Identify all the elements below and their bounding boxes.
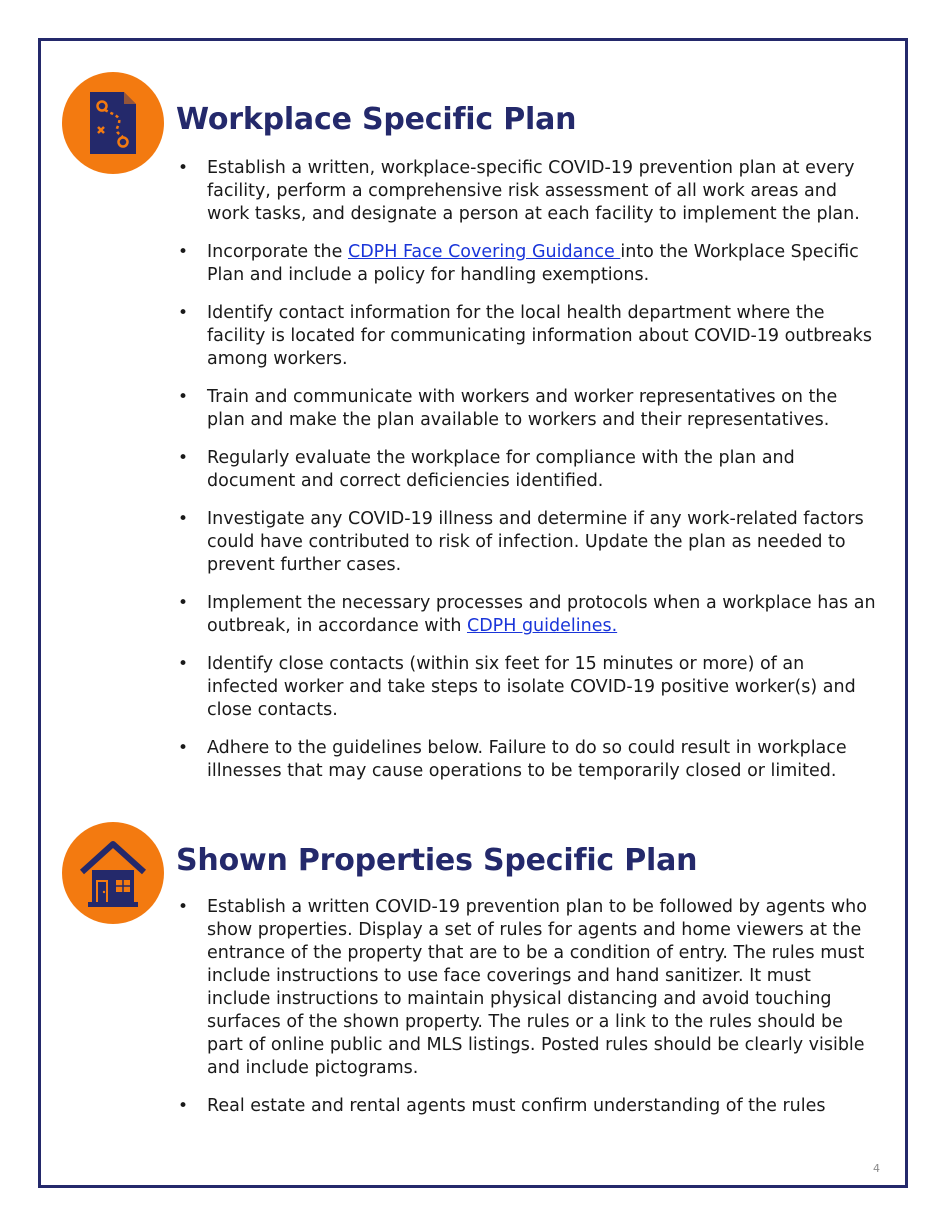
cdph-guidelines-link[interactable]: CDPH guidelines. [466, 616, 618, 636]
plan-document-icon [62, 72, 164, 174]
cdph-face-covering-guidance-link[interactable]: CDPH Face Covering Guidance [347, 242, 621, 262]
list-item: • Regularly evaluate the workplace for compliance with the plan and document and correct deficiencies identified. [176, 447, 876, 493]
shown-properties-bullet-list [176, 896, 876, 1133]
list-item: • Establish a written, workplace-specific COVID-19 prevention plan at every facility, perform a comprehensive risk assessment of all work areas and work tasks, and designate a person at each facility to implement the plan. [176, 157, 876, 226]
list-item: • Establish a written COVID-19 prevention plan to be followed by agents who show properties. Display a set of rules for agents and home viewers at the entrance of the property that are to be a condition of entry. The rules must include instructions to use face coverings and hand sanitizer. It must include instructions to maintain physical distancing and avoid touching surfaces of the shown property. The rules or a link to the rules should be part of online public and MLS listings. Posted rules should be clearly visible and include pictograms. [176, 896, 876, 1080]
list-item: • Adhere to the guidelines below. Failure to do so could result in workplace illnesses that may cause operations to be temporarily closed or limited. [176, 737, 876, 783]
list-item: • Implement the necessary processes and protocols when a workplace has an outbreak, in accordance with CDPH guidelines. [176, 592, 876, 638]
house-icon [62, 822, 164, 924]
list-item: • Investigate any COVID-19 illness and determine if any work-related factors could have contributed to risk of infection. Update the plan as needed to prevent further cases. [176, 508, 876, 577]
list-item: • Incorporate the CDPH Face Covering Guidance into the Workplace Specific Plan and include a policy for handling exemptions. [176, 241, 876, 287]
list-item: • Train and communicate with workers and worker representatives on the plan and make the plan available to workers and their representatives. [176, 386, 876, 432]
list-item: • Identify contact information for the local health department where the facility is located for communicating information about COVID-19 outbreaks among workers. [176, 302, 876, 371]
list-item: • Real estate and rental agents must confirm understanding of the rules [176, 1095, 876, 1118]
section-title-workplace: Workplace Specific Plan [176, 102, 577, 137]
list-item: • Identify close contacts (within six feet for 15 minutes or more) of an infected worker and take steps to isolate COVID-19 positive worker(s) and close contacts. [176, 653, 876, 722]
page-number: 4 [873, 1162, 880, 1175]
workplace-bullet-list [176, 157, 876, 798]
section-title-shown-properties: Shown Properties Specific Plan [176, 843, 698, 878]
